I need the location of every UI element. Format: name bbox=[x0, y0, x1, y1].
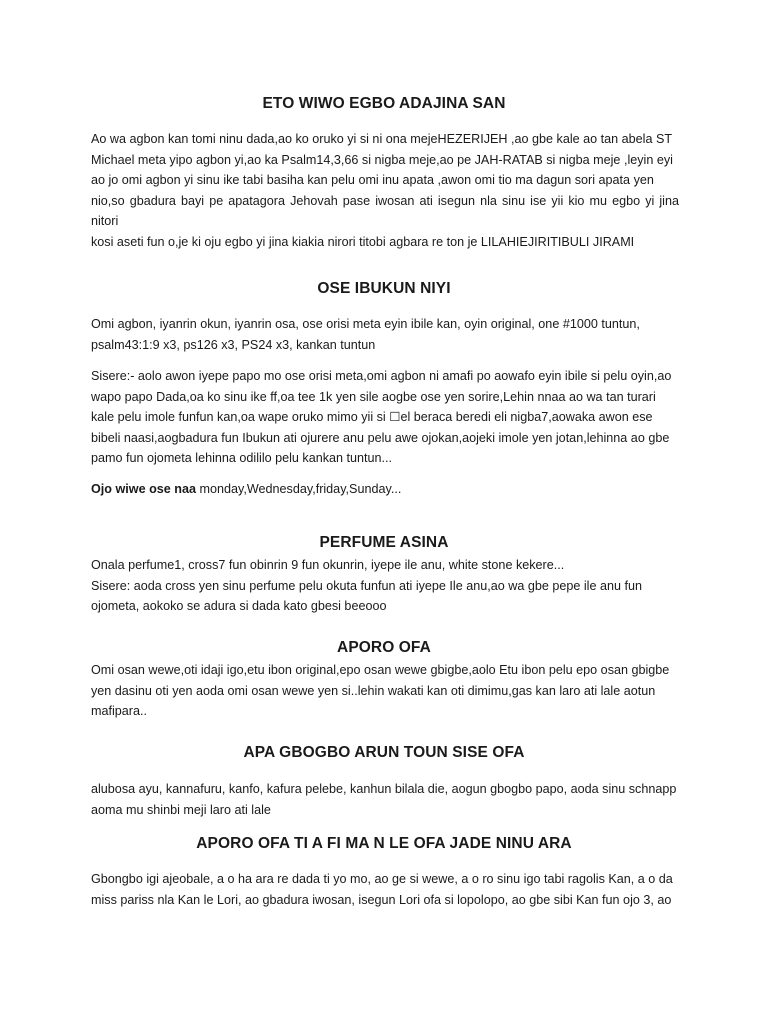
text-line: pamo fun ojometa lehinna odililo pelu kankan tuntun... bbox=[91, 451, 393, 466]
text-line: Sisere:- aolo awon iyepe papo mo ose orisi meta,omi agbon ni amafi po aowafo eyin ibile si pelu oyin,ao bbox=[91, 369, 672, 383]
section-heading: APA GBOGBO ARUN TOUN SISE OFA bbox=[243, 744, 525, 761]
paragraph bbox=[91, 129, 679, 253]
text-line: Michael meta yipo agbon yi,ao ka Psalm14,3,66 si nigba meje,ao pe JAH-RATAB si nigba meje ,leyin eyi bbox=[91, 152, 673, 167]
text-line: Onala perfume1, cross7 fun obinrin 9 fun okunrin, iyepe ile anu, white stone kekere... bbox=[91, 558, 565, 572]
text-line: Omi osan wewe,oti idaji igo,etu ibon original,epo osan wewe gbigbe,aolo Etu ibon pelu epo osan gbigbe bbox=[91, 663, 670, 677]
text-line: ao jo omi agbon yi sinu ike tabi basiha kan pelu omi inu apata ,awon omi tio ma dagun sori apata yen bbox=[91, 173, 654, 188]
section-heading: APORO OFA bbox=[337, 639, 431, 656]
text-line: wapo papo Dada,oa ko sinu ike ff,oa tee 1k yen sile aogbe ose yen sorire,Lehin nnaa ao wa tan turari bbox=[91, 389, 656, 404]
paragraph bbox=[91, 314, 679, 355]
text-line: kosi aseti fun o,je ki oju egbo yi jina kiakia nirori titobi agbara re ton je LILAHIEJIRITIBULI JIRAMI bbox=[91, 234, 635, 249]
text-line: ojometa, aokoko se adura si dada kato gbesi beeooo bbox=[91, 599, 387, 614]
bold-label: Ojo wiwe ose naa bbox=[91, 482, 196, 496]
text-line: psalm43:1:9 x3, ps126 x3, PS24 x3, kankan tuntun bbox=[91, 337, 376, 352]
text-line: mafipara.. bbox=[91, 704, 147, 719]
text-line: alubosa ayu, kannafuru, kanfo, kafura pelebe, kanhun bilala die, aogun gbogbo papo, aoda sinu schnapp bbox=[91, 782, 677, 796]
text-line: bibeli naasi,aogbadura fun Ibukun ati ojurere anu pelu awe ojokan,aojeki imole yen jotan,lehinna ao gbe bbox=[91, 430, 670, 445]
paragraph bbox=[91, 660, 679, 722]
text-line: Ao wa agbon kan tomi ninu dada,ao ko oruko yi si ni ona mejeHEZERIJEH ,ao gbe kale ao tan abela ST bbox=[91, 132, 673, 146]
text-line: aoma mu shinbi meji laro ati lale bbox=[91, 802, 271, 817]
schedule-text: monday,Wednesday,friday,Sunday... bbox=[199, 482, 402, 496]
text-line: Gbongbo igi ajeobale, a o ha ara re dada ti yo mo, ao ge si wewe, a o ro sinu igo tabi ragolis Kan, a o da bbox=[91, 872, 673, 886]
paragraph bbox=[91, 779, 679, 820]
text-line: Omi agbon, iyanrin okun, iyanrin osa, ose orisi meta eyin ibile kan, oyin original, one #1000 tuntun, bbox=[91, 317, 640, 331]
section-heading: ETO WIWO EGBO ADAJINA SAN bbox=[262, 95, 506, 112]
text-line: miss pariss nla Kan le Lori, ao gbadura iwosan, isegun Lori ofa si lopolopo, ao gbe sibi Kan fun ojo 3, ao bbox=[91, 892, 672, 907]
paragraph bbox=[91, 869, 679, 910]
section-heading: APORO OFA TI A FI MA N LE OFA JADE NINU ARA bbox=[196, 835, 572, 852]
section-heading: OSE IBUKUN NIYI bbox=[317, 280, 451, 297]
text-line: nio,so gbadura bayi pe apatagora Jehovah pase iwosan ati isegun nla sinu ise yii kio mu egbo yi jina nitori bbox=[91, 193, 679, 229]
paragraph bbox=[91, 366, 679, 469]
section-heading: PERFUME ASINA bbox=[319, 534, 449, 551]
paragraph bbox=[91, 555, 679, 617]
text-line: Sisere: aoda cross yen sinu perfume pelu okuta funfun ati iyepe Ile anu,ao wa gbe pepe ile anu fun bbox=[91, 578, 642, 593]
text-line: kale pelu imole funfun kan,oa wape oruko mimo yii si ☐el beraca beredi eli nigba7,aowaka awon ese bbox=[91, 410, 653, 425]
text-line: yen dasinu oti yen aoda omi osan wewe yen si..lehin wakati kan oti dimimu,gas kan laro ati lale aotun bbox=[91, 683, 656, 698]
paragraph bbox=[91, 479, 679, 500]
